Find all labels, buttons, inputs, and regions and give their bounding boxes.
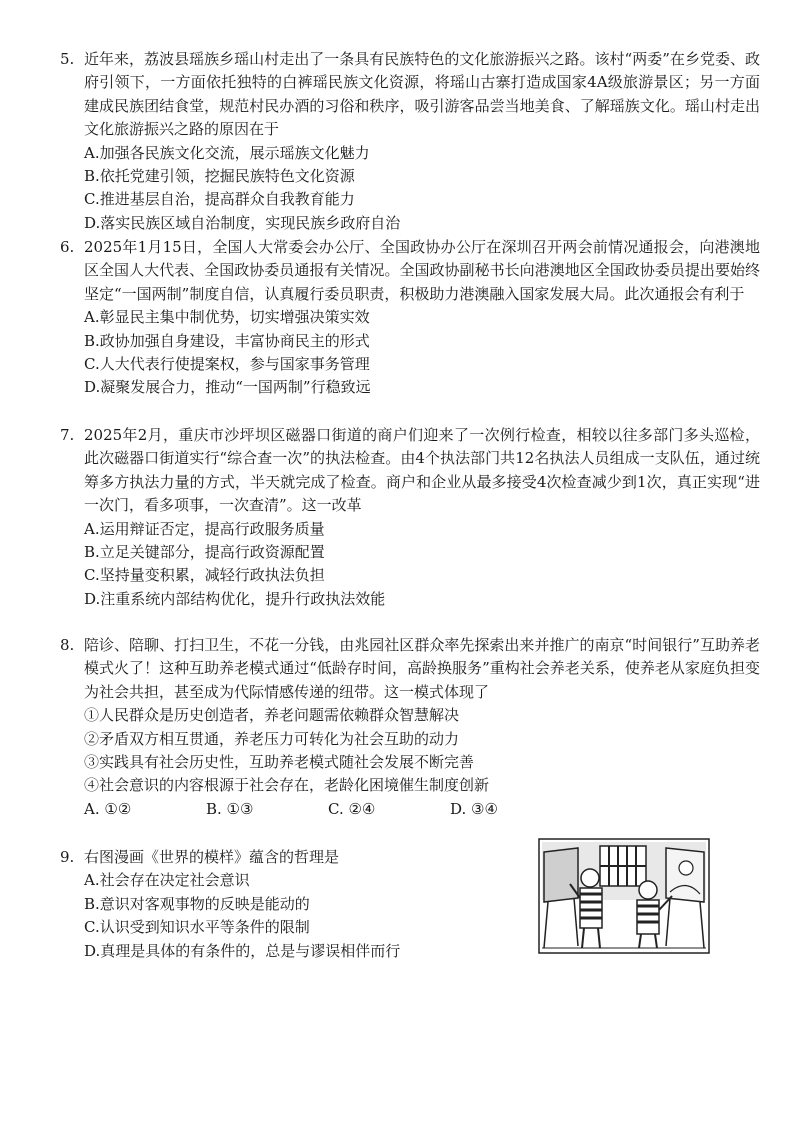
statement-1: ①人民群众是历史创造者，养老问题需依赖群众智慧解决 xyxy=(84,706,460,725)
question-stem xyxy=(60,634,760,704)
question-5 xyxy=(60,48,760,235)
choice-c: C. ②④ xyxy=(328,799,376,818)
option-c: C.认识受到知识水平等条件的限制 xyxy=(84,918,310,937)
option-a: A.运用辩证否定，提高行政服务质量 xyxy=(84,519,325,538)
choice-b: B. ①③ xyxy=(206,799,254,818)
question-number: 8. xyxy=(60,636,75,654)
option-c: C.人大代表行使提案权，参与国家事务管理 xyxy=(84,355,370,374)
question-text: 近年来，荔波县瑶族乡瑶山村走出了一条具有民族特色的文化旅游振兴之路。该村“两委”在乡党委、政府引领下，一方面依托独特的白裤瑶民族文化资源，将瑶山古寨打造成国家4A级旅游景区；另一方面建成民族团结食堂，规范村民办酒的习俗和秩序，吸引游客品尝当地美食、了解瑶族文化。瑶山村走出文化旅游振兴之路的原因在于 xyxy=(84,50,760,139)
question-stem xyxy=(60,48,760,142)
option-c: C.推进基层自治，提高群众自我教育能力 xyxy=(84,190,355,209)
option-a: A.加强各民族文化交流，展示瑶族文化魅力 xyxy=(84,143,370,162)
question-7 xyxy=(60,424,760,611)
option-b: B.依托党建引领，挖掘民族特色文化资源 xyxy=(84,167,355,186)
option-c: C.坚持量变积累，减轻行政执法负担 xyxy=(84,566,325,585)
question-number: 5. xyxy=(60,50,75,68)
statement-4: ④社会意识的内容根源于社会存在，老龄化困境催生制度创新 xyxy=(84,776,490,795)
question-text: 2025年1月15日，全国人大常委会办公厅、全国政协办公厅在深圳召开两会前情况通报会，向港澳地区全国人大代表、全国政协委员通报有关情况。全国政协副秘书长向港澳地区全国政协委员提出要始终坚定“一国两制”制度自信，认真履行委员职责，积极助力港澳融入国家发展大局。此次通报会有利于 xyxy=(84,238,760,303)
question-6 xyxy=(60,236,760,400)
statement-3: ③实践具有社会历史性，互助养老模式随社会发展不断完善 xyxy=(84,753,475,772)
question-number: 7. xyxy=(60,426,75,444)
choice-d: D. ③④ xyxy=(450,799,498,818)
option-d: D.落实民族区域自治制度，实现民族乡政府自治 xyxy=(84,213,401,232)
statement-2: ②矛盾双方相互贯通，养老压力可转化为社会互助的动力 xyxy=(84,729,460,748)
option-a: A.彰显民主集中制优势，切实增强决策实效 xyxy=(84,308,370,327)
option-d: D.真理是具体的有条件的，总是与谬误相伴而行 xyxy=(84,941,401,960)
question-9 xyxy=(60,846,520,963)
option-b: B.政协加强自身建设，丰富协商民主的形式 xyxy=(84,331,370,350)
question-stem xyxy=(60,424,760,518)
question-text: 陪诊、陪聊、打扫卫生，不花一分钱，由兆园社区群众率先探索出来并推广的南京“时间银行”互助养老模式火了！这种互助养老模式通过“低龄存时间，高龄换服务”重构社会养老关系，使养老从家庭负担变为社会共担，甚至成为代际情感传递的纽带。这一模式体现了 xyxy=(84,636,760,701)
answer-choices xyxy=(60,798,760,821)
option-d: D.注重系统内部结构优化，提升行政执法效能 xyxy=(84,589,386,608)
question-number: 6. xyxy=(60,238,75,256)
question-stem xyxy=(60,846,520,869)
cartoon-illustration xyxy=(538,838,710,954)
question-stem xyxy=(60,236,760,306)
option-b: B.意识对客观事物的反映是能动的 xyxy=(84,894,310,913)
option-a: A.社会存在决定社会意识 xyxy=(84,871,250,890)
question-number: 9. xyxy=(60,848,75,866)
question-text: 右图漫画《世界的模样》蕴含的哲理是 xyxy=(84,848,340,866)
option-d: D.凝聚发展合力，推动“一国两制”行稳致远 xyxy=(84,378,371,397)
question-8 xyxy=(60,634,760,821)
option-b: B.立足关键部分，提高行政资源配置 xyxy=(84,543,325,562)
choice-a: A. ①② xyxy=(84,799,132,818)
question-text: 2025年2月，重庆市沙坪坝区磁器口街道的商户们迎来了一次例行检查，相较以往多部门多头巡检，此次磁器口街道实行“综合查一次”的执法检查。由4个执法部门共12名执法人员组成一支队伍，通过统筹多方执法力量的方式，半天就完成了检查。商户和企业从最多接受4次检查减少到1次，真正实现“进一次门，看多项事，一次查清”。这一改革 xyxy=(84,426,760,515)
